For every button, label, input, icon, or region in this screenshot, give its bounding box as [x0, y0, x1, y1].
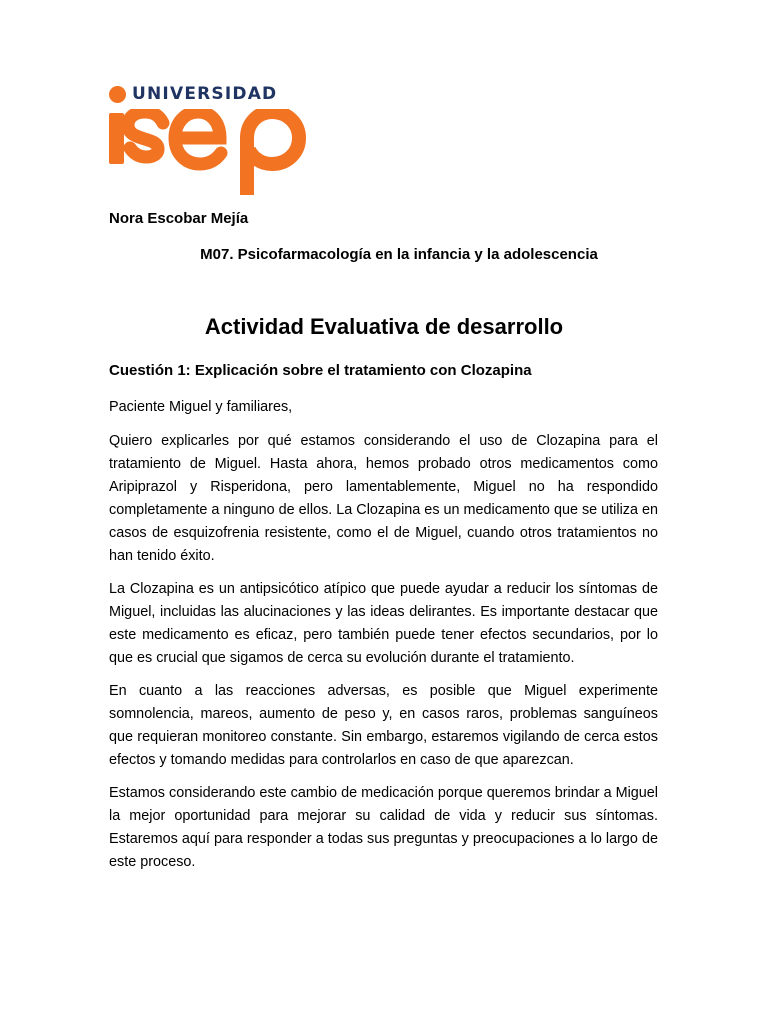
module-title: M07. Psicofarmacología en la infancia y la adolescencia: [200, 246, 598, 263]
author-name: Nora Escobar Mejía: [109, 210, 249, 227]
paragraph: En cuanto a las reacciones adversas, es posible que Miguel experimente somnolencia, mareos, aumento de peso y, en casos raros, problemas sanguíneos que requieran monitoreo constante. Sin embargo, estaremos vigilando de cerca estos efectos y tomando medidas para controlarlos en caso de que aparezcan.: [109, 683, 658, 768]
paragraph: La Clozapina es un antipsicótico atípico que puede ayudar a reducir los síntomas de Miguel, incluidas las alucinaciones y las ideas delirantes. Es importante destacar que este medicamento es eficaz, pero también puede tener efectos secundarios, por lo que es crucial que sigamos de cerca su evolución durante el tratamiento.: [109, 581, 658, 666]
isep-wordmark-icon: [109, 109, 324, 195]
salutation: Paciente Miguel y familiares,: [109, 399, 293, 415]
paragraph: Estamos considerando este cambio de medicación porque queremos brindar a Miguel la mejor oportunidad para mejorar su calidad de vida y reducir sus síntomas. Estaremos aquí para responder a todas sus preguntas y preocupaciones a lo largo de este proceso.: [109, 785, 658, 870]
document-title: Actividad Evaluativa de desarrollo: [204, 314, 564, 339]
isep-logo: [109, 82, 324, 196]
logo-header: [109, 84, 277, 104]
question-heading: Cuestión 1: Explicación sobre el tratamiento con Clozapina: [109, 362, 532, 379]
logo-university-text: UNIVERSIDAD: [132, 84, 278, 104]
paragraph: Quiero explicarles por qué estamos considerando el uso de Clozapina para el tratamiento de Miguel. Hasta ahora, hemos probado otros medicamentos como Aripiprazol y Risperidona, pero lamentablemente, Miguel no ha respondido completamente a ninguno de ellos. La Clozapina es un medicamento que se utiliza en casos de esquizofrenia resistente, como el de Miguel, cuando otros tratamientos no han tenido éxito.: [109, 433, 658, 564]
logo-dot-icon: [109, 86, 126, 103]
document-body: [109, 396, 658, 884]
